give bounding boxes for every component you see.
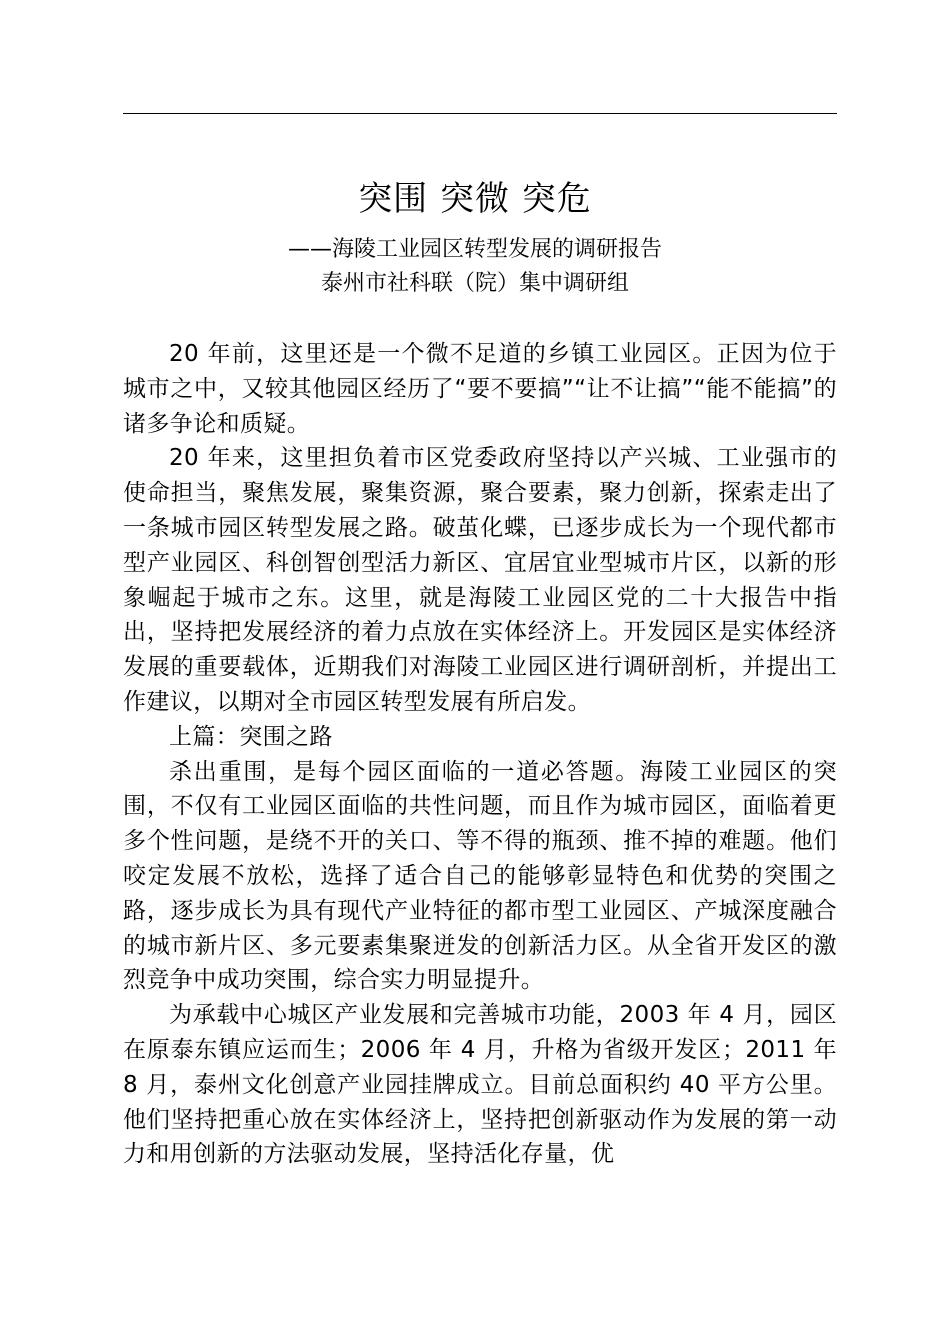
document-author: 泰州市社科联（院）集中调研组 bbox=[320, 271, 629, 296]
document-body bbox=[123, 337, 837, 1172]
paragraph: 20 年来，这里担负着市区党委政府坚持以产兴城、工业强市的使命担当，聚焦发展，聚集资源，聚合要素，聚力创新，探索走出了一条城市园区转型发展之路。破茧化蝶，已逐步成长为一个现代都市型产业园区、科创智创型活力新区、宜居宜业型城市片区，以新的形象崛起于城市之东。这里，就是海陵工业园区党的二十大报告中指出，坚持把发展经济的着力点放在实体经济上。开发园区是实体经济发展的重要载体，近期我们对海陵工业园区进行调研剖析，并提出工作建议，以期对全市园区转型发展有所启发。 bbox=[123, 445, 837, 715]
paragraph: 为承载中心城区产业发展和完善城市功能，2003 年 4 月，园区在原泰东镇应运而生；2006 年 4 月，升格为省级开发区；2011 年 8 月，泰州文化创意产业园挂牌成立。目前总面积约 40 平方公里。他们坚持把重心放在实体经济上，坚持把创新驱动作为发展的第一动力和用创新的方法驱动发展，坚持活化存量，优 bbox=[123, 1002, 837, 1168]
document-title: 突围 突微 突危 bbox=[358, 179, 592, 219]
section-heading: 上篇：突围之路 bbox=[169, 723, 333, 750]
header-rule bbox=[123, 113, 837, 114]
document-subtitle: ——海陵工业园区转型发展的调研报告 bbox=[287, 237, 662, 262]
paragraph: 20 年前，这里还是一个微不足道的乡镇工业园区。正因为位于城市之中，又较其他园区经历了“要不要搞”“让不让搞”“能不能搞”的诸多争论和质疑。 bbox=[123, 341, 837, 437]
paragraph: 杀出重围，是每个园区面临的一道必答题。海陵工业园区的突围，不仅有工业园区面临的共性问题，而且作为城市园区，面临着更多个性问题，是绕不开的关口、等不得的瓶颈、推不掉的难题。他们咬定发展不放松，选择了适合自己的能够彰显特色和优势的突围之路，逐步成长为具有现代产业特征的都市型工业园区、产城深度融合的城市新片区、多元要素集聚迸发的创新活力区。从全省开发区的激烈竞争中成功突围，综合实力明显提升。 bbox=[123, 758, 837, 994]
